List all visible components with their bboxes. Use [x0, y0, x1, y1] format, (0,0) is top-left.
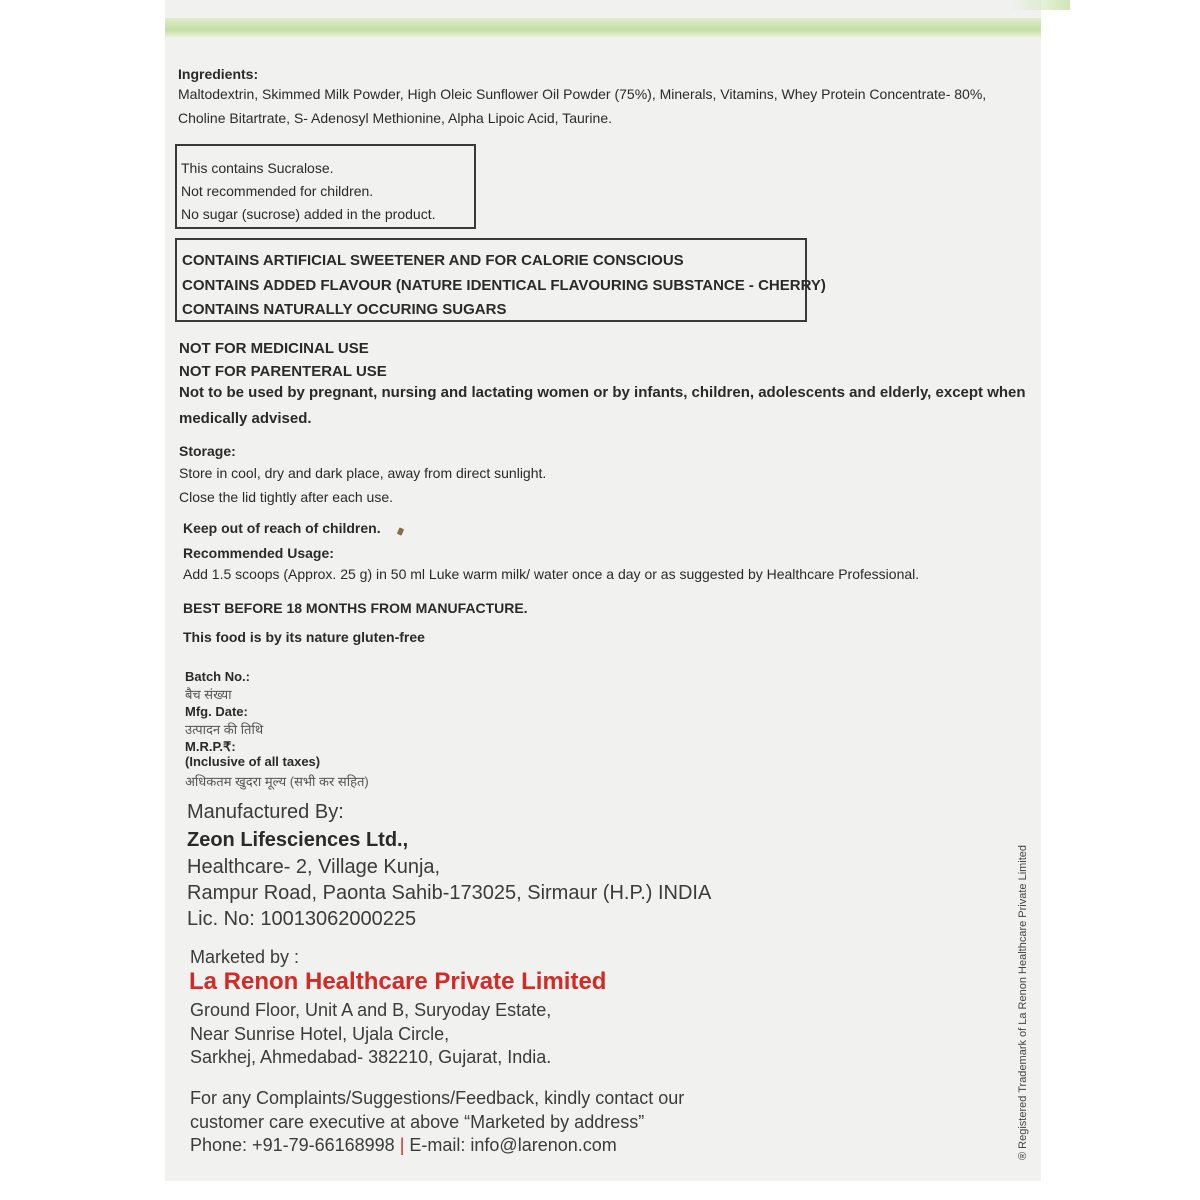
ingredients-line-1: Maltodextrin, Skimmed Milk Powder, High Oleic Sunflower Oil Powder (75%), Minerals, Vitamins, Whey Protein Concentrate- 80%,: [178, 86, 987, 102]
notice-line: CONTAINS ADDED FLAVOUR (NATURE IDENTICAL FLAVOURING SUBSTANCE - CHERRY): [182, 277, 826, 294]
batch-label: Batch No.:: [185, 669, 250, 684]
keep-out-of-reach: Keep out of reach of children.: [183, 520, 381, 536]
warning-usage-line-1: Not to be used by pregnant, nursing and lactating women or by infants, children, adolescents and elderly, except when: [179, 384, 1026, 401]
marketer-address-2: Near Sunrise Hotel, Ujala Circle,: [190, 1024, 450, 1044]
gluten-free: This food is by its nature gluten-free: [183, 629, 425, 645]
mrp-label: M.R.P.₹:: [185, 739, 236, 754]
marketer-address-3: Sarkhej, Ahmedabad- 382210, Gujarat, India.: [190, 1047, 552, 1067]
marketer-name: La Renon Healthcare Private Limited: [189, 968, 607, 995]
storage-heading: Storage:: [179, 443, 236, 459]
manufacturer-license: Lic. No: 10013062000225: [187, 908, 417, 930]
green-corner-accent: [1010, 0, 1070, 10]
notice-line: No sugar (sucrose) added in the product.: [181, 206, 436, 222]
mfg-hindi: उत्पादन की तिथि: [185, 722, 264, 737]
mfg-label: Mfg. Date:: [185, 704, 248, 719]
batch-hindi: बैच संख्या: [185, 687, 232, 702]
green-header-strip: [165, 18, 1041, 38]
warning-parenteral: NOT FOR PARENTERAL USE: [179, 363, 387, 380]
sucralose-notice-box: [175, 144, 476, 229]
ingredients-heading: Ingredients:: [178, 66, 259, 82]
contact-line-2: customer care executive at above “Marketed by address”: [190, 1112, 645, 1132]
manufacturer-address-2: Rampur Road, Paonta Sahib-173025, Sirmaur (H.P.) INDIA: [187, 882, 712, 904]
storage-line-2: Close the lid tightly after each use.: [179, 489, 394, 505]
mrp-hindi: अधिकतम खुदरा मूल्य (सभी कर सहित): [185, 774, 369, 789]
manufacturer-heading: Manufactured By:: [187, 801, 344, 823]
contact-separator: |: [399, 1135, 405, 1155]
artificial-sweetener-box: [175, 238, 826, 322]
warning-usage-line-2: medically advised.: [179, 410, 312, 427]
contact-phone: Phone: +91-79-66168998: [190, 1135, 395, 1155]
storage-line-1: Store in cool, dry and dark place, away from direct sunlight.: [179, 465, 547, 481]
manufacturer-address-1: Healthcare- 2, Village Kunja,: [187, 856, 441, 878]
notice-line: Not recommended for children.: [181, 183, 374, 199]
marketer-address-1: Ground Floor, Unit A and B, Suryoday Estate,: [190, 1000, 552, 1020]
trademark-note: ® Registered Trademark of La Renon Healthcare Private Limited: [1017, 844, 1029, 1160]
best-before: BEST BEFORE 18 MONTHS FROM MANUFACTURE.: [183, 600, 528, 616]
contact-line-1: For any Complaints/Suggestions/Feedback, kindly contact our: [190, 1088, 685, 1108]
usage-text: Add 1.5 scoops (Approx. 25 g) in 50 ml Luke warm milk/ water once a day or as suggested by Healthcare Professional.: [183, 566, 920, 582]
contact-phone-row: [190, 1135, 617, 1156]
mrp-inclusive: (Inclusive of all taxes): [185, 754, 321, 769]
manufacturer-name: Zeon Lifesciences Ltd.,: [187, 829, 409, 851]
notice-line: This contains Sucralose.: [181, 160, 334, 176]
ingredients-line-2: Choline Bitartrate, S- Adenosyl Methionine, Alpha Lipoic Acid, Taurine.: [178, 110, 612, 126]
warning-medicinal: NOT FOR MEDICINAL USE: [179, 340, 369, 357]
notice-line: CONTAINS ARTIFICIAL SWEETENER AND FOR CALORIE CONSCIOUS: [182, 252, 684, 269]
marketer-heading: Marketed by :: [190, 947, 300, 967]
usage-heading: Recommended Usage:: [183, 545, 334, 561]
contact-email: E-mail: info@larenon.com: [409, 1135, 617, 1155]
notice-line: CONTAINS NATURALLY OCCURING SUGARS: [182, 301, 507, 318]
